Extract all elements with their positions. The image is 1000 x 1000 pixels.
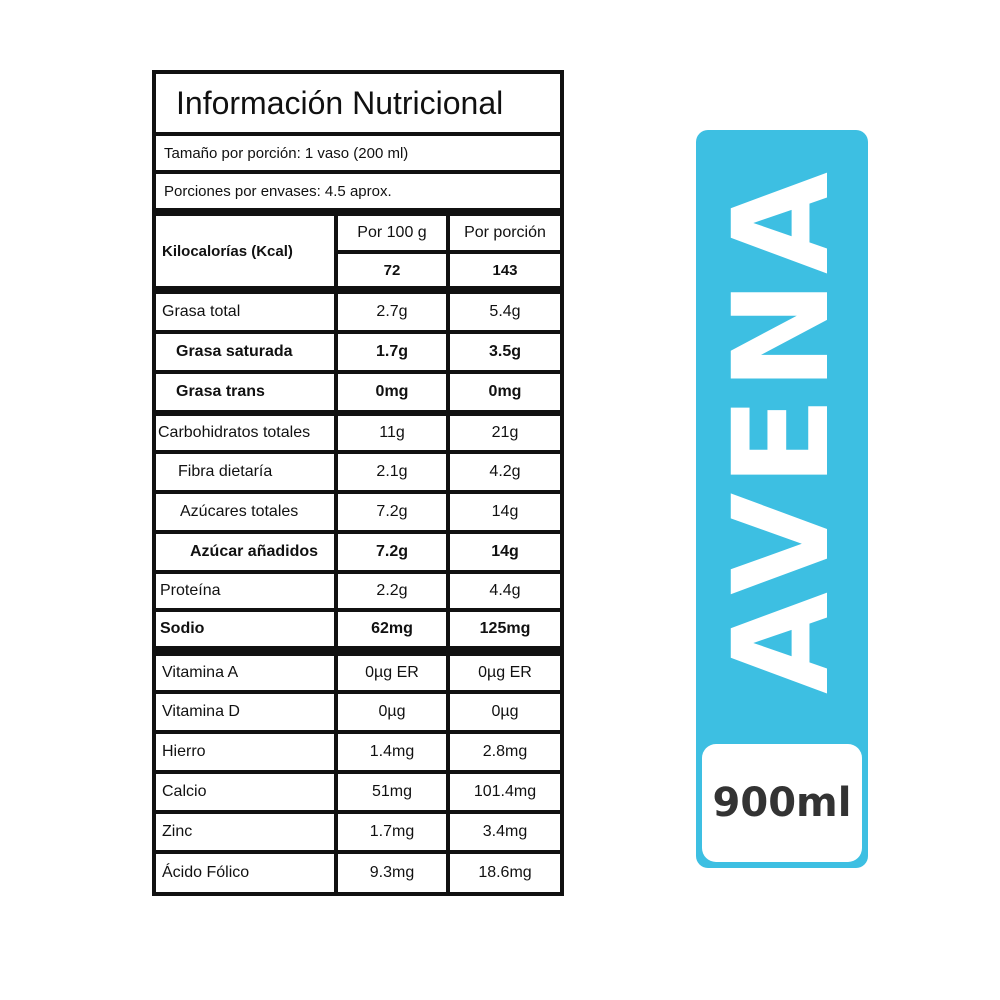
column-header-per-100g: Por 100 g xyxy=(338,216,446,250)
vitamin-row-label: Vitamina D xyxy=(156,694,334,730)
vitamin-row-per-100g: 51mg xyxy=(338,774,446,810)
nutrient-row-label: Grasa total xyxy=(156,294,334,330)
nutrient-row-per-100g: 11g xyxy=(338,416,446,450)
nutrient-row-per-100g: 2.2g xyxy=(338,574,446,608)
vitamin-row-label: Ácido Fólico xyxy=(156,854,334,892)
nutrient-row-label: Grasa trans xyxy=(156,374,334,410)
nutrient-row-label: Proteína xyxy=(156,574,334,608)
nutrient-row-per-serving: 21g xyxy=(450,416,560,450)
nutrient-row-per-serving: 5.4g xyxy=(450,294,560,330)
column-header-per-serving: Por porción xyxy=(450,216,560,250)
nutrient-row-per-100g: 62mg xyxy=(338,612,446,646)
nutrient-row-per-serving: 4.4g xyxy=(450,574,560,608)
nutrient-row-per-serving: 14g xyxy=(450,534,560,570)
nutrient-row-label: Azúcar añadidos xyxy=(156,534,334,570)
vitamin-row-label: Zinc xyxy=(156,814,334,850)
nutrient-row-per-serving: 0mg xyxy=(450,374,560,410)
product-name: AVENA xyxy=(705,165,859,695)
nutrient-row-per-100g: 2.7g xyxy=(338,294,446,330)
vitamin-row-per-serving: 2.8mg xyxy=(450,734,560,770)
energy-per-100g: 72 xyxy=(338,254,446,286)
nutrient-row-label: Azúcares totales xyxy=(156,494,334,530)
nutrient-row-per-serving: 3.5g xyxy=(450,334,560,370)
nutrient-row-per-100g: 2.1g xyxy=(338,454,446,490)
nutrient-row-per-100g: 7.2g xyxy=(338,494,446,530)
vitamin-row-per-100g: 0µg xyxy=(338,694,446,730)
vitamin-row-per-100g: 1.4mg xyxy=(338,734,446,770)
vitamin-row-per-serving: 3.4mg xyxy=(450,814,560,850)
product-label xyxy=(696,130,868,868)
servings-per-container: Porciones por envases: 4.5 aprox. xyxy=(156,174,560,208)
nutrient-row-label: Grasa saturada xyxy=(156,334,334,370)
energy-per-serving: 143 xyxy=(450,254,560,286)
vitamin-row-per-serving: 0µg xyxy=(450,694,560,730)
product-volume: 900ml xyxy=(702,744,862,862)
vitamin-row-per-100g: 9.3mg xyxy=(338,854,446,892)
energy-label: Kilocalorías (Kcal) xyxy=(156,216,334,286)
vitamin-row-per-serving: 101.4mg xyxy=(450,774,560,810)
vitamin-row-label: Vitamina A xyxy=(156,656,334,690)
nutrient-row-label: Sodio xyxy=(156,612,334,646)
panel-title: Información Nutricional xyxy=(156,74,560,132)
nutrient-row-per-serving: 4.2g xyxy=(450,454,560,490)
nutrient-row-per-100g: 0mg xyxy=(338,374,446,410)
serving-size: Tamaño por porción: 1 vaso (200 ml) xyxy=(156,136,560,170)
vitamin-row-per-100g: 1.7mg xyxy=(338,814,446,850)
vitamin-row-per-serving: 0µg ER xyxy=(450,656,560,690)
nutrient-row-label: Fibra dietaría xyxy=(156,454,334,490)
nutrient-row-label: Carbohidratos totales xyxy=(156,416,334,450)
nutrient-row-per-serving: 125mg xyxy=(450,612,560,646)
vitamin-row-per-serving: 18.6mg xyxy=(450,854,560,892)
nutrient-row-per-100g: 1.7g xyxy=(338,334,446,370)
nutrient-row-per-100g: 7.2g xyxy=(338,534,446,570)
vitamin-row-per-100g: 0µg ER xyxy=(338,656,446,690)
nutrient-row-per-serving: 14g xyxy=(450,494,560,530)
vitamin-row-label: Hierro xyxy=(156,734,334,770)
nutrition-facts-panel xyxy=(152,70,564,896)
vitamin-row-label: Calcio xyxy=(156,774,334,810)
